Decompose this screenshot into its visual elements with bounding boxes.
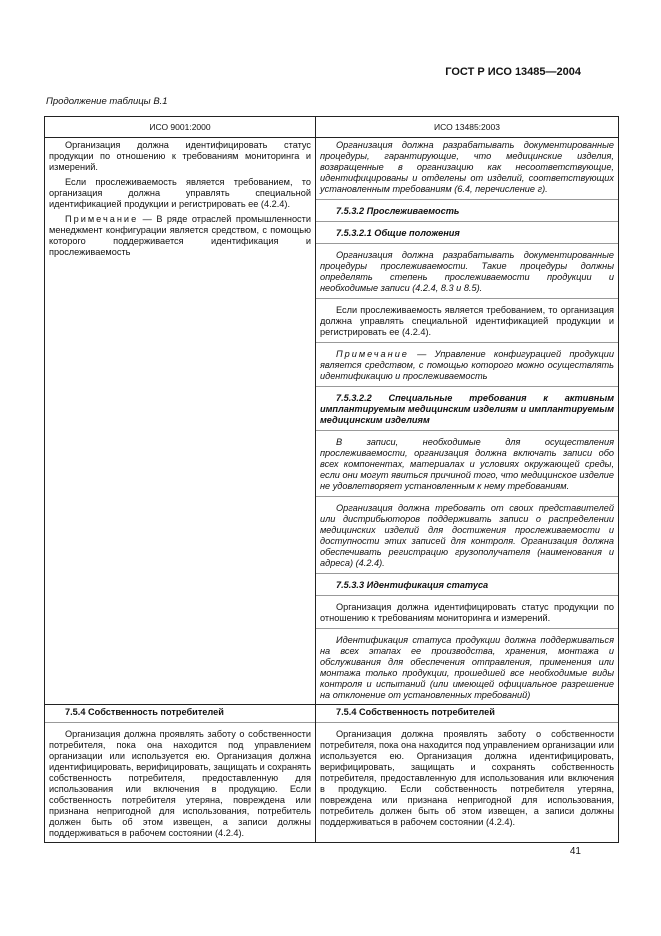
left-cell-customer-property: [45, 705, 316, 843]
table-row: [45, 705, 619, 843]
section-heading: 7.5.3.2.1 Общие положения: [336, 228, 460, 238]
note: [320, 349, 614, 382]
comparison-table: [44, 116, 619, 843]
section-heading: 7.5.4 Собственность потребителей: [65, 707, 224, 717]
note-text: — Управление конфигурацией продукции является средством, с помощью которого можно осуществлять идентификацию и прослеживаемость: [320, 349, 614, 381]
paragraph: Если прослеживаемость является требованием, то организация должна управлять специальной идентификацией продукции и регистрировать ее (4.2.4).: [320, 305, 614, 337]
section-heading: 7.5.4 Собственность потребителей: [336, 707, 495, 717]
note-label: Примечание: [65, 214, 139, 224]
column-header-iso13485: ИСО 13485:2003: [316, 117, 619, 138]
column-header-iso9001: ИСО 9001:2000: [45, 117, 316, 138]
note: [49, 214, 311, 258]
paragraph: Организация должна разрабатывать документированные процедуры, гарантирующие, что медицинские изделия, возвращенные в организацию как несоответствующие, идентифицированы и отделены от изделий, соответствующих установленным требованиям (6.4, перечисление г).: [320, 140, 614, 194]
section-heading: 7.5.3.3 Идентификация статуса: [336, 580, 489, 590]
paragraph: Организация должна разрабатывать документированные процедуры прослеживаемости. Такие процедуры должны определять степень прослеживаемости продукции и необходимые записи (4.2.4, 8.3 и 8.5).: [320, 250, 614, 293]
paragraph: Организация должна требовать от своих представителей или дистрибьюторов поддерживать записи о распределении медицинских изделий для достижения прослеживаемости и доступности этих записей для контроля. Организация должна обеспечивать регистрацию грузополучателя (наименования и адреса) (4.2.4).: [320, 503, 614, 568]
left-cell-status: [45, 138, 316, 705]
standard-title: ГОСТ Р ИСО 13485—2004: [445, 66, 581, 78]
paragraph: Организация должна проявлять заботу о собственности потребителя, пока она находится под управлением организации или используется ею. Организация должна идентифицировать, верифицировать, защищать и сохранять собственность потребителя, предоставленную для использования или включения в продукцию. Если собственность потребителя утеряна, повреждена или признана непригодной для использования, потребитель должен быть об этом извещен, а записи должны поддерживаться в рабочем состоянии (4.2.4).: [49, 729, 311, 838]
paragraph: В записи, необходимые для осуществления прослеживаемости, организация должна включать записи обо всех компонентах, материалах и условиях окружающей среды, если они могут явиться причиной того, что медицинское изделие не удовлетворяет установленным к нему требованиям.: [320, 437, 614, 491]
section-heading: 7.5.3.2.2 Специальные требования к активным имплантируемым медицинским изделиям и имплантируемым медицинским изделиям: [320, 393, 614, 425]
table-caption: Продолжение таблицы В.1: [46, 96, 168, 107]
section-heading: 7.5.3.2 Прослеживаемость: [336, 206, 460, 216]
paragraph: Организация должна идентифицировать статус продукции по отношению к требованиям мониторинга и измерений.: [320, 602, 614, 623]
page-number: 41: [569, 846, 581, 857]
right-cell-status: [316, 138, 619, 705]
note-label: Примечание: [336, 349, 409, 359]
note-text: — В ряде отраслей промышленности менеджмент конфигурации является средством, с помощью которого поддерживается идентификация и прослеживаемость: [49, 214, 311, 257]
right-cell-customer-property: [316, 705, 619, 843]
table-header-row: [45, 117, 619, 138]
table-row: [45, 138, 619, 705]
paragraph: Идентификация статуса продукции должна поддерживаться на всех этапах ее производства, хранения, монтажа и обслуживания для обеспечения отправления, применения или монтажа только продукции, прошедшей все необходимые виды контроля и испытаний (или имеющей официальное разрешение на отклонение от установленных требований): [320, 635, 614, 700]
paragraph: Организация должна идентифицировать статус продукции по отношению к требованиям мониторинга и измерений.: [49, 140, 311, 172]
paragraph: Если прослеживаемость является требованием, то организация должна управлять специальной идентификацией продукции и регистрировать ее (4.2.4).: [49, 177, 311, 209]
paragraph: Организация должна проявлять заботу о собственности потребителя, пока она находится под управлением организации или используется ею. Организация должна идентифицировать, верифицировать, защищать и сохранять собственность потребителя, предоставленную для использования или включения в продукцию. Если собственность потребителя утеряна, повреждена или признана непригодной для использования, потребитель должен быть об этом извещен, а записи должны поддерживаться в рабочем состоянии (4.2.4).: [320, 729, 614, 827]
